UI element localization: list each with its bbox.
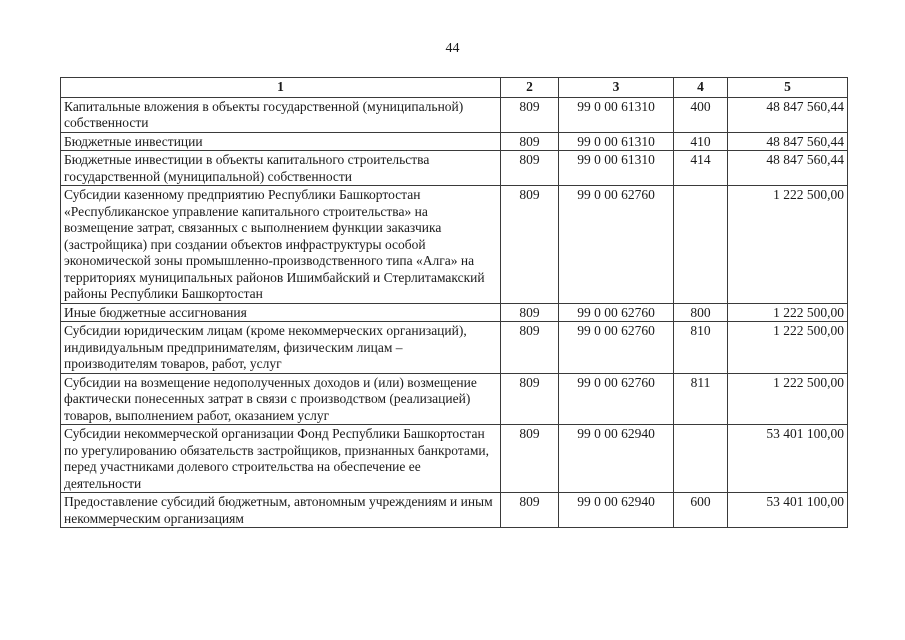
row-dept: 809 [501,493,559,528]
row-type: 800 [674,303,728,322]
table-row [61,493,848,528]
row-amount: 1 222 500,00 [728,186,848,304]
row-name: Бюджетные инвестиции в объекты капитального строительства государственной (муниципальной) собственности [61,151,501,186]
row-name: Капитальные вложения в объекты государственной (муниципальной) собственности [61,97,501,132]
row-dept: 809 [501,186,559,304]
row-amount: 1 222 500,00 [728,303,848,322]
row-target: 99 0 00 61310 [559,151,674,186]
table-row [61,151,848,186]
row-dept: 809 [501,303,559,322]
row-amount: 53 401 100,00 [728,425,848,493]
row-target: 99 0 00 62940 [559,425,674,493]
row-dept: 809 [501,425,559,493]
row-dept: 809 [501,151,559,186]
row-name: Субсидии некоммерческой организации Фонд Республики Башкортостан по урегулированию обязательств застройщиков, признанных банкротами, перед участниками долевого строительства на обеспечение ее деятельности [61,425,501,493]
table-row [61,97,848,132]
column-header-name: 1 [61,78,501,98]
row-target: 99 0 00 61310 [559,97,674,132]
row-type: 811 [674,373,728,425]
row-amount: 48 847 560,44 [728,97,848,132]
column-header-target: 3 [559,78,674,98]
row-type: 400 [674,97,728,132]
row-amount: 1 222 500,00 [728,373,848,425]
row-amount: 48 847 560,44 [728,132,848,151]
row-amount: 1 222 500,00 [728,322,848,374]
row-name: Иные бюджетные ассигнования [61,303,501,322]
row-target: 99 0 00 61310 [559,132,674,151]
table-row [61,132,848,151]
row-dept: 809 [501,322,559,374]
row-dept: 809 [501,373,559,425]
row-type: 600 [674,493,728,528]
row-name: Субсидии казенному предприятию Республики Башкортостан «Республиканское управление капитального строительства» на возмещение затрат, связанных с выполнением функции заказчика (застройщика) при создании объектов инфраструктуры особой экономической зоны промышленно-производственного типа «Алга» на территориях муниципальных районов Ишимбайский и Стерлитамакский районы Республики Башкортостан [61,186,501,304]
budget-table [60,77,848,528]
column-header-type: 4 [674,78,728,98]
row-type: 410 [674,132,728,151]
table-row [61,425,848,493]
row-dept: 809 [501,132,559,151]
row-target: 99 0 00 62760 [559,322,674,374]
table-header-row [61,78,848,98]
row-amount: 48 847 560,44 [728,151,848,186]
table-row [61,303,848,322]
row-name: Предоставление субсидий бюджетным, автономным учреждениям и иным некоммерческим организациям [61,493,501,528]
row-type [674,186,728,304]
row-type [674,425,728,493]
row-amount: 53 401 100,00 [728,493,848,528]
row-target: 99 0 00 62940 [559,493,674,528]
row-type: 414 [674,151,728,186]
page-number: 44 [445,41,460,56]
column-header-dept: 2 [501,78,559,98]
row-name: Бюджетные инвестиции [61,132,501,151]
table-row [61,186,848,304]
row-name: Субсидии юридическим лицам (кроме некоммерческих организаций), индивидуальным предпринимателям, физическим лицам – производителям товаров, работ, услуг [61,322,501,374]
column-header-amount: 5 [728,78,848,98]
row-dept: 809 [501,97,559,132]
row-target: 99 0 00 62760 [559,303,674,322]
row-name: Субсидии на возмещение недополученных доходов и (или) возмещение фактически понесенных затрат в связи с производством (реализацией) товаров, выполнением работ, оказанием услуг [61,373,501,425]
table-row [61,322,848,374]
row-target: 99 0 00 62760 [559,373,674,425]
row-target: 99 0 00 62760 [559,186,674,304]
row-type: 810 [674,322,728,374]
table-row [61,373,848,425]
